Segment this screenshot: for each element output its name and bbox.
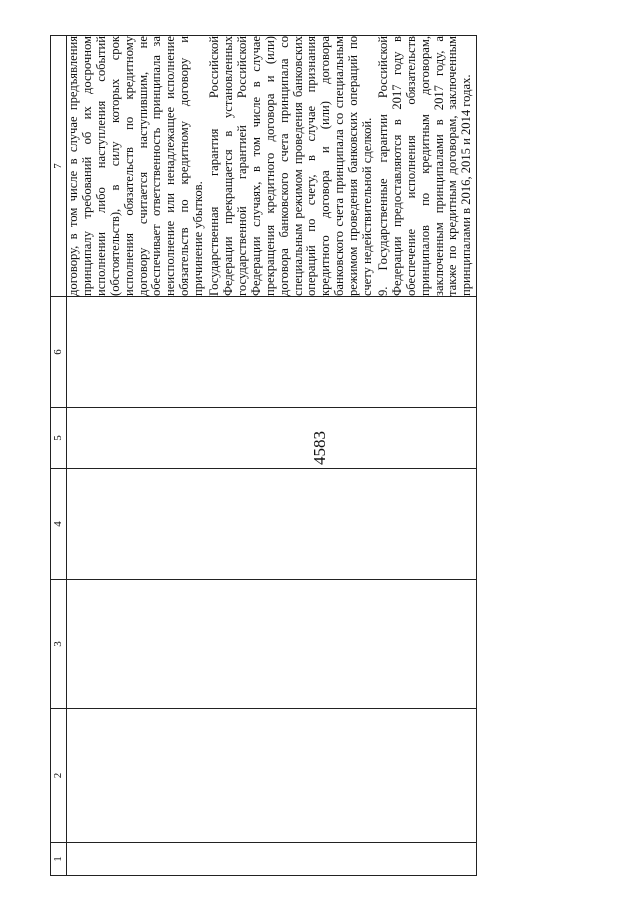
column-header: 5 — [51, 408, 67, 469]
column-header: 1 — [51, 843, 67, 876]
column-header: 6 — [51, 297, 67, 408]
table-cell-col2 — [67, 709, 477, 843]
table-cell-col1 — [67, 843, 477, 876]
column-header: 7 — [51, 36, 67, 297]
table-cell-col6 — [67, 297, 477, 408]
table-row — [67, 36, 477, 876]
rotated-page-content — [50, 36, 590, 876]
table-cell-col4 — [67, 469, 477, 580]
paragraph-guarantee-scope: договору, в том числе в случае предъявления принципалу требований об их досрочном исполнении либо наступления событий (обстоятельств), в силу которых срок исполнения обязательств по кредитному договору считается наступившим, не обеспечивает ответственность принципала за неисполнение или ненадлежащее исполнение обязательств по кредитному договору и причинение убытков. — [66, 36, 206, 296]
page-number: 4583 — [310, 431, 329, 465]
table-cell-col5 — [67, 408, 477, 469]
table-cell-col3 — [67, 580, 477, 709]
table-cell-col7 — [67, 36, 477, 297]
column-header: 3 — [51, 580, 67, 709]
column-header: 4 — [51, 469, 67, 580]
guarantee-table — [50, 35, 477, 876]
column-header: 2 — [51, 709, 67, 843]
paragraph-guarantees-2017: 9. Государственные гарантии Российской Федерации предоставляются в 2017 году в обеспечение исполнения обязательств принципалов по кредитным договорам, заключенным принципалами в 2017 году, а также по кредитным договорам, заключенным принципалами в 2016, 2015 и 2014 годах. — [375, 36, 474, 296]
table-header-row — [51, 36, 67, 876]
paragraph-guarantee-termination: Государственная гарантия Российской Федерации прекращается в установленных государственной гарантией Российской Федерации случаях, в том числе в случае прекращения кредитного договора и (или) договора банковского счета принципала со специальным режимом проведения банковских операций по счету, в случае признания кредитного договора и (или) договора банковского счета принципала со специальным режимом проведения банковских операций по счету недействительной сделкой. — [207, 36, 375, 296]
